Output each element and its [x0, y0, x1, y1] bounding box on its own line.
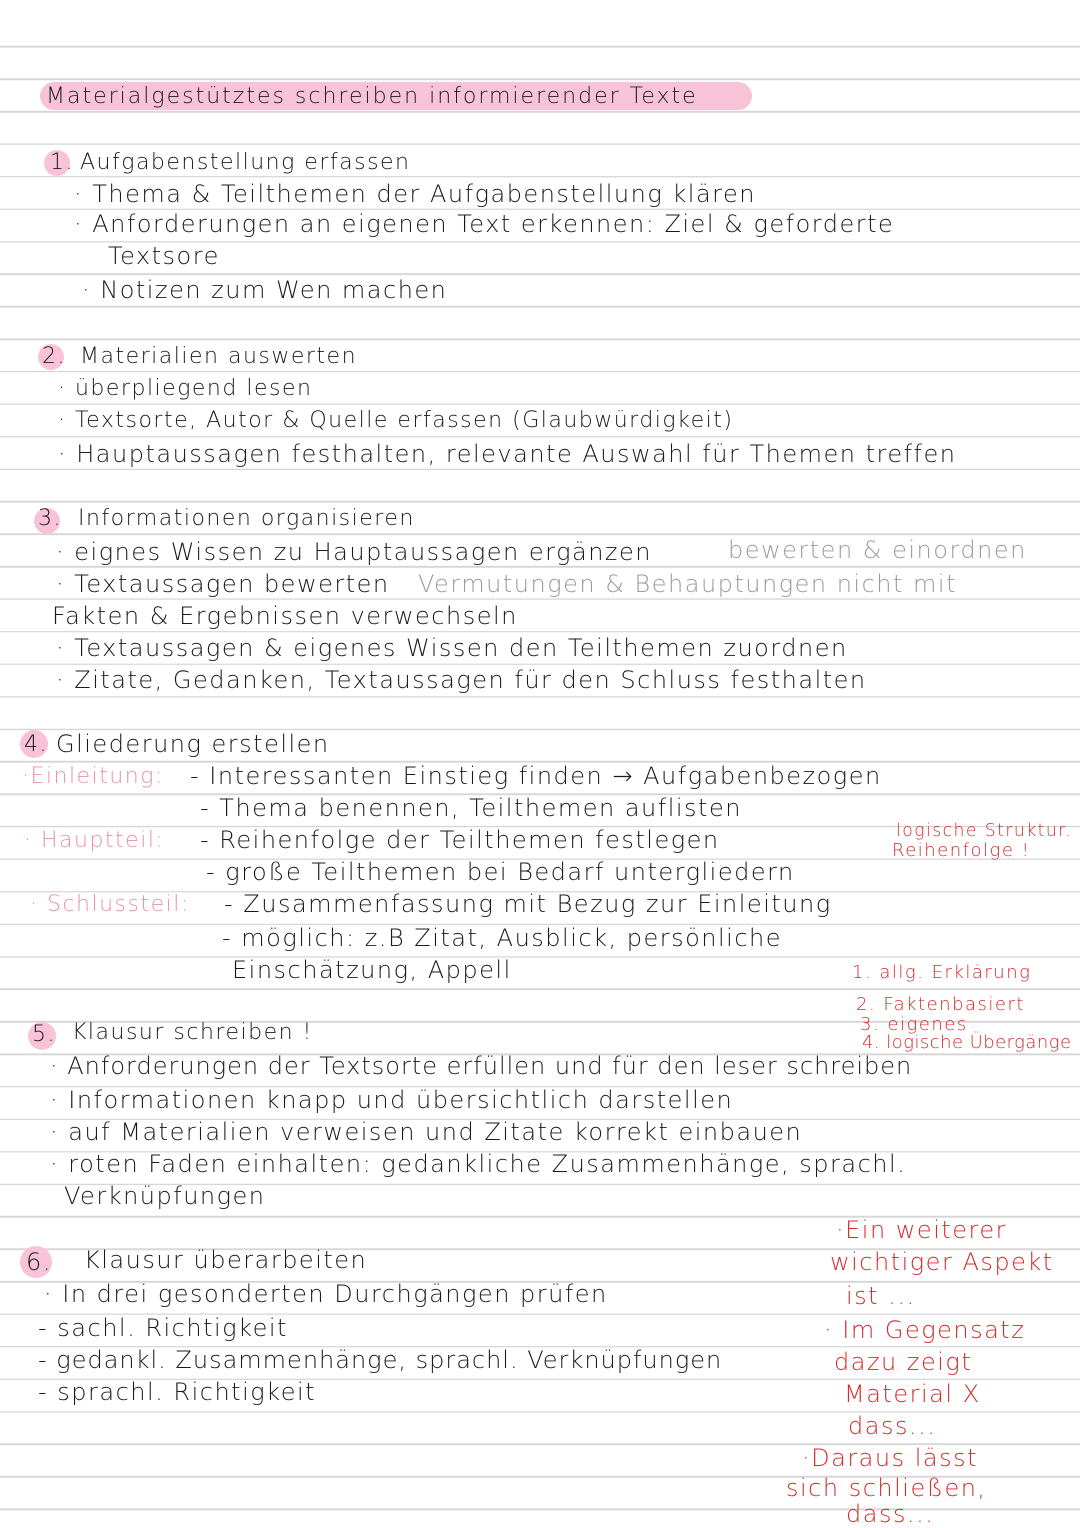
phrase-note: ·Daraus lässt — [802, 1444, 979, 1472]
section-3-line: · Textaussagen bewerten — [56, 570, 390, 598]
phrase-note: ist ... — [846, 1282, 916, 1310]
section-2-line: · überpliegend lesen — [58, 376, 313, 401]
section-1-heading: Aufgabenstellung erfassen — [80, 150, 411, 175]
structure-note: Reihenfolge ! — [892, 840, 1031, 861]
hauptteil-point: - große Teilthemen bei Bedarf untergliedern — [206, 858, 795, 886]
schlussteil-point: - Zusammenfassung mit Bezug zur Einleitung — [224, 890, 832, 918]
section-3-heading: Informationen organisieren — [78, 506, 415, 531]
section-1-line: · Thema & Teilthemen der Aufgabenstellung klären — [74, 180, 756, 208]
page-title: Materialgestütztes schreiben informierender Texte — [46, 84, 698, 109]
section-3-side-note: bewerten & einordnen — [728, 536, 1027, 564]
section-1-line: · Notizen zum Wen machen — [82, 276, 448, 304]
hauptteil-label: · Hauptteil: — [24, 828, 165, 853]
schlussteil-point: - möglich: z.B Zitat, Ausblick, persönliche — [222, 924, 783, 952]
checklist-note: 3. eigenes — [860, 1014, 968, 1035]
schlussteil-label: · Schlussteil: — [30, 892, 190, 917]
section-4-number: 4. — [24, 732, 48, 757]
section-2-line: · Textsorte, Autor & Quelle erfassen (Glaubwürdigkeit) — [58, 408, 734, 433]
section-1-line: Textsore — [108, 242, 220, 270]
einleitung-point: - Interessanten Einstieg finden → Aufgabenbezogen — [190, 762, 882, 790]
section-6-line: - gedankl. Zusammenhänge, sprachl. Verknüpfungen — [38, 1346, 723, 1374]
section-6-number: 6. — [26, 1248, 52, 1276]
section-5-line: · Anforderungen der Textsorte erfüllen und für den leser schreiben — [50, 1052, 913, 1080]
phrase-note: dass... — [846, 1500, 935, 1528]
phrase-note: dass... — [848, 1412, 937, 1440]
section-5-number: 5. — [32, 1022, 56, 1047]
section-3-line: · Zitate, Gedanken, Textaussagen für den Schluss festhalten — [56, 666, 867, 694]
section-5-line: · Informationen knapp und übersichtlich darstellen — [50, 1086, 734, 1114]
section-3-line: · eignes Wissen zu Hauptaussagen ergänzen — [56, 538, 652, 566]
structure-note: logische Struktur. — [896, 820, 1073, 841]
phrase-note: sich schließen, — [786, 1474, 987, 1502]
section-6-heading: Klausur überarbeiten — [84, 1246, 368, 1274]
section-3-side-note: Vermutungen & Behauptungen nicht mit — [418, 570, 958, 598]
hauptteil-point: - Reihenfolge der Teilthemen festlegen — [200, 826, 720, 854]
section-5-line: · roten Faden einhalten: gedankliche Zusammenhänge, sprachl. — [50, 1150, 907, 1178]
section-3-line: Fakten & Ergebnissen verwechseln — [52, 602, 518, 630]
schlussteil-point: Einschätzung, Appell — [232, 956, 512, 984]
section-3-number: 3. — [38, 506, 62, 531]
phrase-note: · Im Gegensatz — [824, 1316, 1026, 1344]
phrase-note: Material X — [844, 1380, 981, 1408]
section-3-line: · Textaussagen & eigenes Wissen den Teilthemen zuordnen — [56, 634, 848, 662]
section-5-heading: Klausur schreiben ! — [72, 1020, 313, 1045]
section-5-line: · auf Materialien verweisen und Zitate korrekt einbauen — [50, 1118, 803, 1146]
section-1-line: · Anforderungen an eigenen Text erkennen: Ziel & geforderte — [74, 210, 895, 238]
section-6-line: - sprachl. Richtigkeit — [38, 1378, 317, 1406]
section-2-heading: Materialien auswerten — [80, 344, 358, 369]
einleitung-label: ·Einleitung: — [22, 764, 164, 789]
section-6-line: - sachl. Richtigkeit — [38, 1314, 288, 1342]
section-2-number: 2. — [42, 344, 66, 369]
checklist-note: 2. Faktenbasiert — [856, 994, 1025, 1015]
phrase-note: dazu zeigt — [834, 1348, 973, 1376]
section-6-line: · In drei gesonderten Durchgängen prüfen — [44, 1280, 608, 1308]
section-4-heading: Gliederung erstellen — [56, 730, 330, 758]
checklist-note: 4. logische Übergänge — [862, 1032, 1072, 1053]
checklist-note: 1. allg. Erklärung — [852, 962, 1032, 983]
section-5-line: Verknüpfungen — [64, 1182, 266, 1210]
phrase-note: wichtiger Aspekt — [830, 1248, 1054, 1276]
phrase-note: ·Ein weiterer — [836, 1216, 1008, 1244]
einleitung-point: - Thema benennen, Teilthemen auflisten — [200, 794, 742, 822]
section-1-number: 1. — [50, 150, 74, 175]
section-2-line: · Hauptaussagen festhalten, relevante Auswahl für Themen treffen — [58, 440, 957, 468]
